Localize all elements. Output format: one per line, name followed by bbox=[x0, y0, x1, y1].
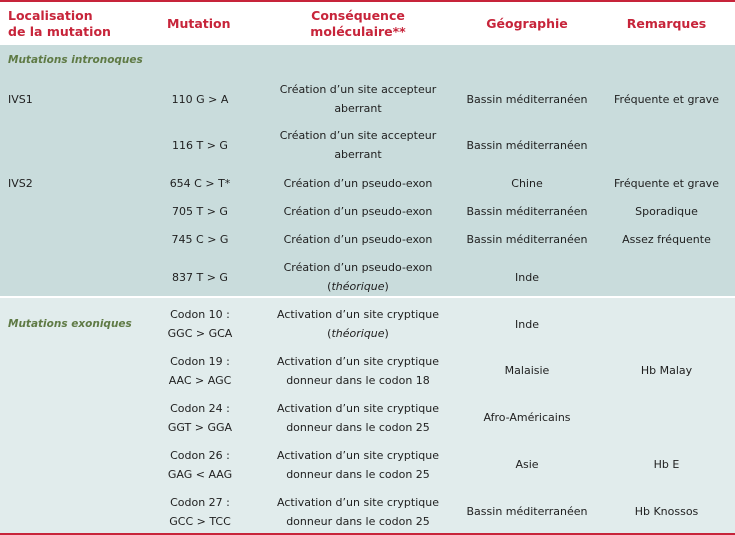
cell-remarques: Fréquente et grave bbox=[614, 93, 719, 106]
cell-remarques: Hb Malay bbox=[640, 364, 693, 377]
cell-consequence: Activation d’un site cryptique (théorique) bbox=[276, 308, 439, 340]
cell-geographie: Bassin méditerranéen bbox=[466, 505, 588, 518]
cell-remarques: Hb E bbox=[653, 458, 680, 471]
header-localisation: Localisation de la mutation bbox=[8, 8, 111, 39]
cell-consequence: Création d’un site accepteur aberrant bbox=[279, 83, 437, 115]
cell-mutation: Codon 19 : AAC > AGC bbox=[168, 355, 232, 387]
cell-consequence: Création d’un site accepteur aberrant bbox=[279, 129, 437, 161]
cell-geographie: Malaisie bbox=[504, 364, 550, 377]
cell-geographie: Chine bbox=[511, 177, 543, 190]
cell-geographie: Asie bbox=[515, 458, 539, 471]
cell-mutation: Codon 26 : GAG < AAG bbox=[167, 449, 233, 481]
header-mutation: Mutation bbox=[167, 16, 231, 31]
cell-geographie: Bassin méditerranéen bbox=[466, 233, 588, 246]
cell-remarques: Assez fréquente bbox=[622, 233, 711, 246]
cell-remarques: Hb Knossos bbox=[634, 505, 699, 518]
cell-mutation: 745 C > G bbox=[171, 233, 229, 246]
cell-geographie: Afro-Américains bbox=[483, 411, 571, 424]
cell-mutation: 116 T > G bbox=[172, 139, 228, 152]
cell-remarques: Fréquente et grave bbox=[614, 177, 719, 190]
cell-consequence: Création d’un pseudo-exon bbox=[283, 177, 433, 190]
header-remarques: Remarques bbox=[626, 16, 707, 31]
header-geographie: Géographie bbox=[486, 16, 568, 31]
cell-localisation: IVS1 bbox=[8, 93, 33, 106]
cell-consequence: Création d’un pseudo-exon (théorique) bbox=[283, 261, 433, 293]
section-exonic-label: Mutations exoniques bbox=[8, 318, 132, 330]
cell-consequence: Activation d’un site cryptique donneur dans le codon 25 bbox=[276, 496, 439, 528]
cell-consequence: Activation d’un site cryptique donneur dans le codon 25 bbox=[276, 402, 439, 434]
cell-geographie: Inde bbox=[515, 318, 539, 331]
cell-consequence: Création d’un pseudo-exon bbox=[283, 205, 433, 218]
cell-remarques: Sporadique bbox=[635, 205, 698, 218]
cell-mutation: 654 C > T* bbox=[169, 177, 231, 190]
cell-mutation: 705 T > G bbox=[172, 205, 228, 218]
table-header bbox=[0, 2, 735, 45]
cell-mutation: Codon 27 : GCC > TCC bbox=[169, 496, 231, 528]
cell-consequence: Création d’un pseudo-exon bbox=[283, 233, 433, 246]
cell-mutation: 110 G > A bbox=[171, 93, 229, 106]
cell-mutation: Codon 10 : GGC > GCA bbox=[167, 308, 233, 340]
cell-mutation: Codon 24 : GGT > GGA bbox=[167, 402, 233, 434]
cell-geographie: Bassin méditerranéen bbox=[466, 93, 588, 106]
cell-consequence: Activation d’un site cryptique donneur dans le codon 25 bbox=[276, 449, 439, 481]
header-consequence: Conséquence moléculaire** bbox=[310, 8, 406, 39]
cell-geographie: Bassin méditerranéen bbox=[466, 205, 588, 218]
section-intronic-label: Mutations intronoques bbox=[8, 54, 143, 66]
cell-mutation: 837 T > G bbox=[172, 271, 228, 284]
cell-localisation: IVS2 bbox=[8, 177, 33, 190]
cell-geographie: Inde bbox=[515, 271, 539, 284]
cell-consequence: Activation d’un site cryptique donneur dans le codon 18 bbox=[276, 355, 439, 387]
cell-geographie: Bassin méditerranéen bbox=[466, 139, 588, 152]
